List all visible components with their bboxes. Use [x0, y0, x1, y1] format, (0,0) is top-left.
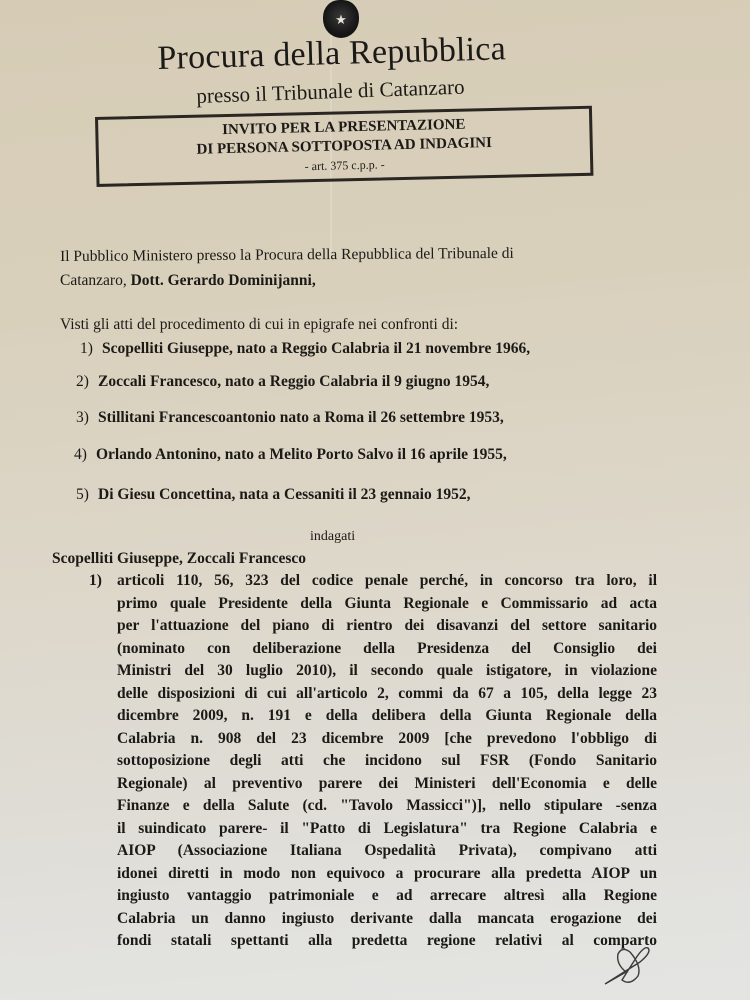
suspect-item: 4) Orlando Antonino, nato a Melito Porto Salvo il 16 aprile 1955, — [74, 446, 507, 463]
charges-heading: Scopelliti Giuseppe, Zoccali Francesco — [52, 550, 307, 567]
intro-line-1: Il Pubblico Ministero presso la Procura della Repubblica del Tribunale di — [60, 244, 514, 265]
star-icon: ★ — [335, 11, 347, 27]
charge-line: il suindicato parere- il "Patto di Legislatura" tra Regione Calabria e — [117, 819, 657, 837]
suspect-item: 1) Scopelliti Giuseppe, nato a Reggio Calabria il 21 novembre 1966, — [80, 340, 531, 357]
charge-line: Finanze e della Salute (cd. "Tavolo Massicci")], nello stipulare -senza — [117, 797, 657, 814]
suspect-item: 2) Zoccali Francesco, nato a Reggio Calabria il 9 giugno 1954, — [76, 373, 490, 390]
city-text: Catanzaro, — [60, 272, 131, 289]
handwritten-signature-icon — [600, 940, 665, 990]
suspect-item: 3) Stillitani Francescoantonio nato a Roma il 26 settembre 1953, — [76, 409, 504, 426]
suspect-item: 5) Di Giesu Concettina, nata a Cessaniti il 23 gennaio 1952, — [76, 486, 471, 503]
charge-line: ingiusto vantaggio patrimoniale e ad arrecare altresì alla Regione — [117, 887, 657, 904]
document-type-box — [95, 106, 593, 187]
box-line-2: DI PERSONA SOTTOPOSTA AD INDAGINI — [196, 135, 493, 158]
charge-line: (nominato con deliberazione della Presidenza del Consiglio dei — [117, 639, 657, 657]
charge-line: Calabria un danno ingiusto derivante dalla mancata erogazione dei — [117, 909, 657, 927]
charge-line: delle disposizioni di cui all'articolo 2, commi da 67 a 105, della legge 23 — [117, 684, 657, 702]
charge-line: Calabria n. 908 del 23 dicembre 2009 [che prevedono l'obbligo di — [117, 729, 657, 747]
prosecutor-name: Dott. Gerardo Dominijanni, — [130, 272, 316, 289]
charge-line: fondi statali spettanti alla predetta regione relativi al comparto — [117, 932, 657, 949]
charge-line: Regionale) al preventivo parere dei Ministeri dell'Economia e delle — [117, 774, 657, 792]
indagati-label: indagati — [310, 529, 356, 544]
legal-article-reference: - art. 375 c.p.p. - — [304, 157, 385, 174]
charge-1 — [89, 570, 657, 953]
office-title: Procura della Repubblica — [157, 30, 507, 77]
italian-republic-emblem-icon — [323, 0, 359, 38]
charge-line: per l'attuazione del piano di rientro dei disavanzi del settore sanitario — [117, 617, 657, 634]
intro-line-2 — [60, 272, 316, 290]
charge-number: 1) — [89, 572, 102, 589]
charge-line: sottoposizione degli atti che incidono sul FSR (Fondo Sanitario — [117, 752, 657, 769]
charge-line: AIOP (Associazione Italiana Ospedalità Privata), compivano atti — [117, 842, 657, 859]
charge-line: articoli 110, 56, 323 del codice penale perché, in concorso tra loro, il — [117, 572, 657, 589]
charge-line: primo quale Presidente della Giunta Regionale e Commissario ad acta — [117, 594, 657, 612]
charge-line: idonei diretti in modo non equivoco a procurare alla predetta AIOP un — [117, 864, 657, 882]
box-line-1: INVITO PER LA PRESENTAZIONE — [222, 116, 466, 139]
charge-line: dicembre 2009, n. 191 e della delibera della Giunta Regionale della — [117, 707, 657, 724]
visti-line: Visti gli atti del procedimento di cui in epigrafe nei confronti di: — [60, 316, 459, 333]
charge-line: Ministri del 30 luglio 2010), il secondo quale istigatore, in violazione — [117, 662, 657, 679]
office-subtitle: presso il Tribunale di Catanzaro — [196, 74, 465, 108]
